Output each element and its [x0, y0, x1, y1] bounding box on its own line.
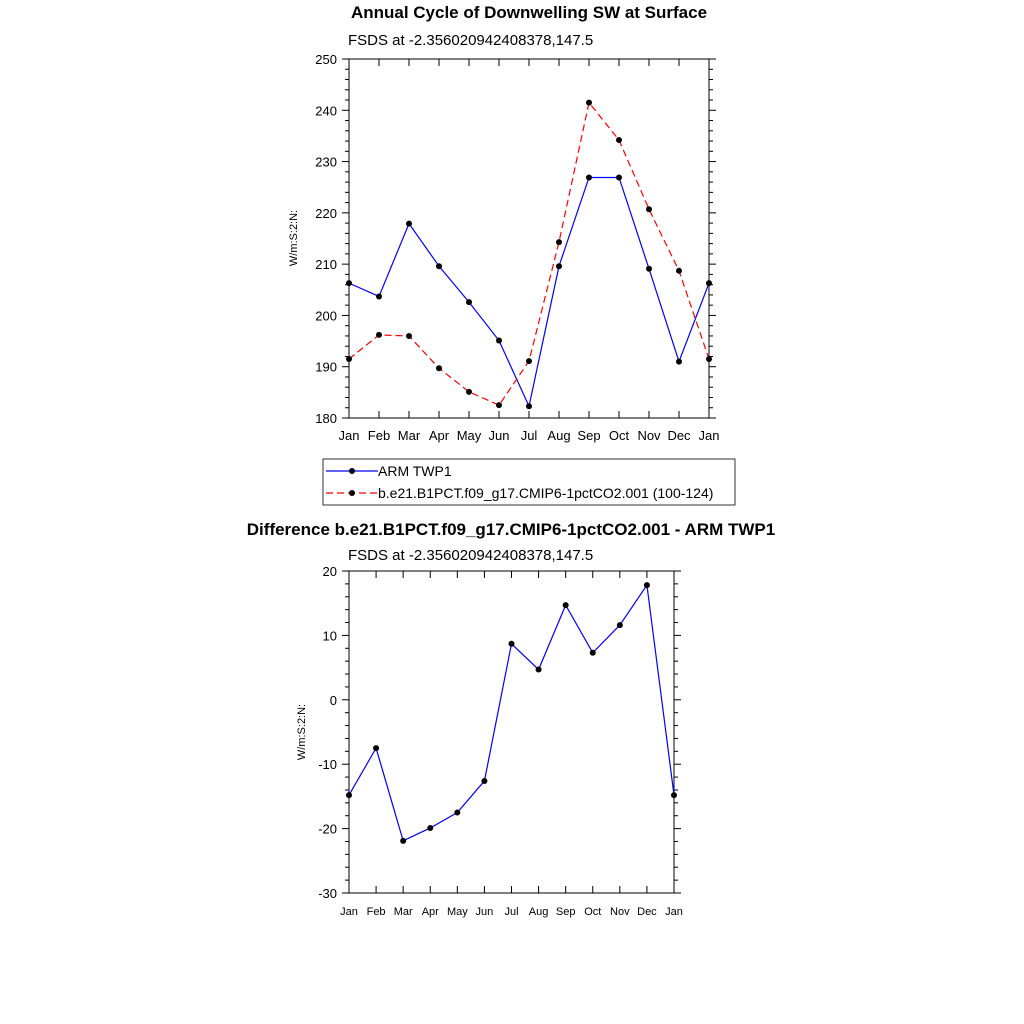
- y-tick-label: 220: [315, 205, 337, 221]
- data-point: [556, 239, 562, 245]
- x-tick-label: Jun: [488, 428, 510, 443]
- data-point: [346, 792, 352, 798]
- chart2-ylabel: W/m:S:2:N:: [296, 703, 308, 761]
- data-point: [376, 332, 382, 338]
- data-point: [346, 356, 352, 362]
- x-tick-label: Aug: [528, 906, 549, 918]
- data-point: [646, 206, 652, 212]
- data-point: [376, 293, 382, 299]
- data-point: [526, 358, 532, 364]
- data-point: [706, 356, 712, 362]
- data-point: [646, 266, 652, 272]
- data-point: [616, 174, 622, 180]
- data-point: [466, 299, 472, 305]
- series-line-0: [349, 177, 709, 406]
- x-tick-label: Jan: [338, 428, 360, 443]
- series-line-0: [349, 585, 674, 841]
- y-tick-label: -20: [318, 821, 337, 837]
- x-tick-label: Sep: [555, 906, 576, 918]
- chart2-plot: [318, 564, 683, 918]
- data-point: [436, 263, 442, 269]
- data-point: [676, 359, 682, 365]
- x-tick-label: Feb: [366, 906, 386, 918]
- x-tick-label: Nov: [637, 428, 661, 443]
- data-point: [526, 403, 532, 409]
- x-tick-label: May: [446, 906, 468, 918]
- data-point: [586, 100, 592, 106]
- data-point: [427, 825, 433, 831]
- y-tick-label: 210: [315, 257, 337, 273]
- y-tick-label: 250: [315, 52, 337, 67]
- chart2-title: Difference b.e21.B1PCT.f09_g17.CMIP6-1pctCO2.001 - ARM TWP1: [246, 520, 776, 539]
- data-point: [406, 221, 412, 227]
- chart2-subtitle: FSDS at -2.356020942408378,147.5: [348, 547, 594, 564]
- chart1-plot: [315, 52, 719, 443]
- data-point: [481, 778, 487, 784]
- x-tick-label: Nov: [610, 906, 630, 918]
- x-tick-label: Mar: [397, 428, 421, 443]
- data-point: [590, 650, 596, 656]
- data-point: [706, 280, 712, 286]
- x-tick-label: Feb: [367, 428, 391, 443]
- data-point: [676, 268, 682, 274]
- x-tick-label: Dec: [637, 906, 657, 918]
- x-tick-label: Aug: [547, 428, 571, 443]
- x-tick-label: Jul: [504, 906, 519, 918]
- chart1-title: Annual Cycle of Downwelling SW at Surface: [350, 3, 708, 22]
- data-point: [406, 333, 412, 339]
- y-tick-label: -30: [318, 886, 337, 901]
- data-point: [563, 602, 569, 608]
- x-tick-label: Sep: [577, 428, 601, 443]
- data-point: [586, 174, 592, 180]
- x-tick-label: Jan: [665, 906, 683, 918]
- data-point: [617, 622, 623, 628]
- x-tick-label: Oct: [608, 428, 630, 443]
- y-tick-label: 240: [315, 103, 337, 119]
- chart1-ylabel: W/m:S:2:N:: [288, 209, 300, 267]
- data-point: [400, 838, 406, 844]
- legend-label-model: b.e21.B1PCT.f09_g17.CMIP6-1pctCO2.001 (100-124): [378, 485, 714, 501]
- y-tick-label: 190: [315, 359, 337, 375]
- data-point: [373, 745, 379, 751]
- y-tick-label: 10: [322, 628, 337, 644]
- y-tick-label: 230: [315, 154, 337, 170]
- data-point: [509, 641, 515, 647]
- data-point: [454, 810, 460, 816]
- data-point: [616, 137, 622, 143]
- data-point: [671, 792, 677, 798]
- x-tick-label: Apr: [421, 906, 439, 918]
- chart1-subtitle: FSDS at -2.356020942408378,147.5: [348, 32, 594, 49]
- x-tick-label: Jan: [340, 906, 358, 918]
- x-tick-label: Apr: [428, 428, 450, 443]
- y-tick-label: -10: [318, 757, 337, 773]
- y-tick-label: 20: [322, 564, 337, 579]
- x-tick-label: Mar: [393, 906, 413, 918]
- x-tick-label: Jul: [520, 428, 538, 443]
- y-tick-label: 0: [329, 692, 337, 708]
- data-point: [466, 389, 472, 395]
- data-point: [556, 263, 562, 269]
- data-point: [644, 582, 650, 588]
- x-tick-label: Jan: [698, 428, 720, 443]
- legend-marker-arm: [349, 468, 355, 474]
- data-point: [346, 280, 352, 286]
- plot-frame: [349, 571, 674, 893]
- legend-marker-model: [349, 490, 355, 496]
- x-tick-label: Oct: [584, 906, 602, 918]
- chart1-legend: [323, 459, 735, 505]
- y-tick-label: 200: [315, 308, 337, 324]
- data-point: [436, 365, 442, 371]
- data-point: [496, 402, 502, 408]
- x-tick-label: Jun: [475, 906, 494, 918]
- x-tick-label: Dec: [667, 428, 691, 443]
- y-tick-label: 180: [315, 411, 337, 426]
- legend-label-arm: ARM TWP1: [378, 463, 452, 479]
- data-point: [536, 667, 542, 673]
- x-tick-label: May: [456, 428, 482, 443]
- data-point: [496, 338, 502, 344]
